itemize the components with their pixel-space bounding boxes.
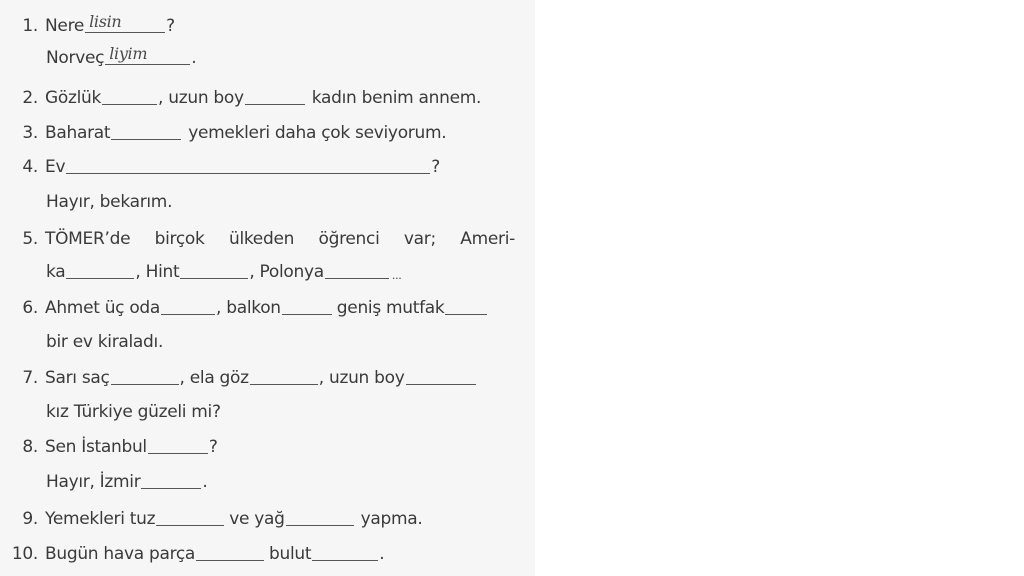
answer-blank[interactable]	[250, 366, 318, 385]
answer-blank[interactable]	[148, 435, 208, 454]
item-text: kadın benim annem.	[311, 88, 482, 108]
item-text: yemekleri daha çok seviyorum.	[188, 123, 447, 143]
word: var;	[403, 229, 436, 249]
answer-blank[interactable]	[312, 542, 378, 561]
item-number: 3.	[22, 123, 38, 143]
answer-blank[interactable]	[286, 507, 354, 526]
item-punct: ?	[208, 437, 218, 457]
item-text: yapma.	[360, 509, 423, 529]
item-4-response	[0, 182, 172, 212]
item-text: , uzun boy	[318, 368, 405, 388]
answer-blank[interactable]	[445, 296, 487, 315]
item-text: ka	[46, 262, 66, 282]
item-text: Hayır, İzmir	[46, 472, 141, 492]
item-number: 6.	[22, 298, 38, 318]
answer-blank[interactable]	[196, 542, 264, 561]
answer-blank[interactable]	[66, 260, 134, 279]
item-punct: .	[202, 472, 208, 492]
item-text: Gözlük	[45, 88, 102, 108]
item-text: , Hint	[135, 262, 180, 282]
answer-blank[interactable]	[180, 260, 248, 279]
answer-blank[interactable]	[66, 155, 430, 174]
item-text: Baharat	[45, 123, 111, 143]
word: ülkeden	[228, 229, 295, 249]
item-text: geniş mutfak	[336, 298, 445, 318]
item-text: ve yağ	[229, 509, 285, 529]
item-number: 7.	[22, 368, 38, 388]
item-9	[0, 499, 422, 529]
item-6	[0, 288, 488, 318]
item-text: Ahmet üç oda	[45, 298, 161, 318]
item-punct: ?	[166, 16, 175, 36]
item-punct: .	[191, 48, 197, 68]
item-text: Sen İstanbul	[45, 437, 147, 457]
item-text: Hayır, bekarım.	[46, 192, 173, 212]
item-text: , uzun boy	[158, 88, 244, 108]
item-number: 1.	[22, 16, 38, 36]
answer-blank[interactable]	[141, 470, 201, 489]
item-text: kız Türkiye güzeli mi?	[46, 402, 221, 422]
item-text: Yemekleri tuz	[45, 509, 156, 529]
handwritten-answer: liyim	[109, 44, 148, 63]
item-10	[0, 534, 384, 564]
item-number: 2.	[22, 88, 38, 108]
item-text	[45, 229, 515, 249]
item-6-continuation	[0, 322, 163, 352]
item-text: , ela göz	[179, 368, 249, 388]
word: Ameri-	[460, 229, 515, 249]
item-3	[0, 113, 446, 143]
answer-blank[interactable]	[102, 86, 157, 105]
item-5	[0, 219, 515, 249]
item-1-response	[0, 38, 196, 68]
answer-blank[interactable]	[406, 366, 476, 385]
item-punct: ?	[431, 157, 440, 177]
item-text: bir ev kiraladı.	[46, 332, 164, 352]
item-text: bulut	[269, 544, 312, 564]
item-7	[0, 358, 477, 388]
item-text: Sarı saç	[45, 368, 110, 388]
item-number: 5.	[22, 229, 38, 249]
item-text: Nere	[45, 16, 85, 36]
item-number: 9.	[22, 509, 38, 529]
item-1	[0, 6, 175, 36]
answer-blank[interactable]	[111, 366, 179, 385]
answer-blank[interactable]	[282, 296, 332, 315]
item-punct: ...	[391, 269, 402, 282]
word: öğrenci	[318, 229, 380, 249]
item-8	[0, 427, 218, 457]
item-8-response	[0, 462, 208, 492]
answer-blank[interactable]	[156, 507, 224, 526]
answer-blank[interactable]	[245, 86, 305, 105]
item-5-continuation	[0, 252, 401, 282]
answer-blank[interactable]	[85, 14, 165, 33]
item-number: 8.	[22, 437, 38, 457]
item-text: , Polonya	[249, 262, 324, 282]
answer-blank[interactable]	[105, 46, 190, 65]
item-text: Norveç	[46, 48, 105, 68]
answer-blank[interactable]	[161, 296, 215, 315]
item-text: Ev	[45, 157, 66, 177]
answer-blank[interactable]	[325, 260, 389, 279]
item-text: , balkon	[216, 298, 281, 318]
word: TÖMER’de	[45, 229, 131, 249]
item-2	[0, 78, 481, 108]
word: birçok	[154, 229, 205, 249]
item-text: Bugün hava parça	[45, 544, 196, 564]
item-number: 10.	[11, 544, 38, 564]
item-punct: .	[379, 544, 385, 564]
item-7-continuation	[0, 392, 221, 422]
handwritten-answer: lisin	[89, 12, 122, 31]
item-4	[0, 147, 440, 177]
answer-blank[interactable]	[111, 121, 181, 140]
item-number: 4.	[22, 157, 38, 177]
